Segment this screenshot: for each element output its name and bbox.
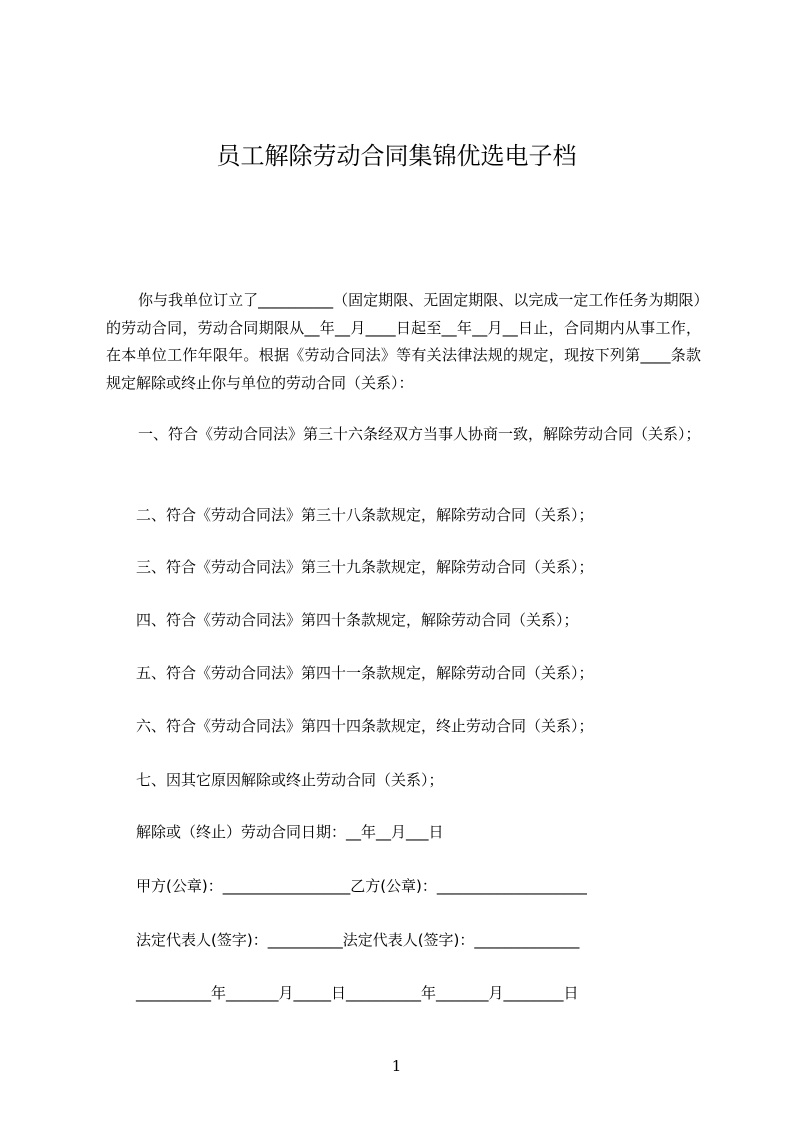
signing-date-line: __________年_______月_____日__________年_______月________日	[136, 984, 579, 1002]
document-title: 员工解除劳动合同集锦优选电子档	[216, 142, 577, 170]
clause-7: 七、因其它原因解除或终止劳动合同（关系）；	[136, 771, 444, 789]
clause-2: 二、符合《劳动合同法》第三十八条款规定，解除劳动合同（关系）；	[136, 506, 594, 524]
termination-date-line: 解除或（终止）劳动合同日期：__年__月___日	[136, 823, 444, 841]
clause-5: 五、符合《劳动合同法》第四十一条款规定，解除劳动合同（关系）；	[136, 664, 594, 682]
clause-3: 三、符合《劳动合同法》第三十九条款规定，解除劳动合同（关系）；	[136, 558, 594, 576]
page-number: 1	[391, 1057, 402, 1075]
clause-4: 四、符合《劳动合同法》第四十条款规定，解除劳动合同（关系）；	[136, 611, 579, 629]
clause-1: 一、符合《劳动合同法》第三十六条经双方当事人协商一致，解除劳动合同（关系）；	[138, 425, 701, 443]
clause-6: 六、符合《劳动合同法》第四十四条款规定，终止劳动合同（关系）；	[136, 717, 594, 735]
intro-paragraph: 你与我单位订立了__________（固定期限、无固定期限、以完成一定工作任务为期限）的劳动合同，劳动合同期限从__年__月____日起至__年__月__日止，合同期内从事工作，在本单位工作年限年。根据《劳动合同法》等有关法律法规的规定，现按下列第____条款规定解除或终止你与单位的劳动合同（关系）：	[106, 291, 701, 392]
seal-line: 甲方(公章)：_________________乙方(公章)：____________________	[136, 877, 587, 895]
representative-signature-line: 法定代表人(签字)：__________法定代表人(签字)：______________	[136, 931, 580, 949]
